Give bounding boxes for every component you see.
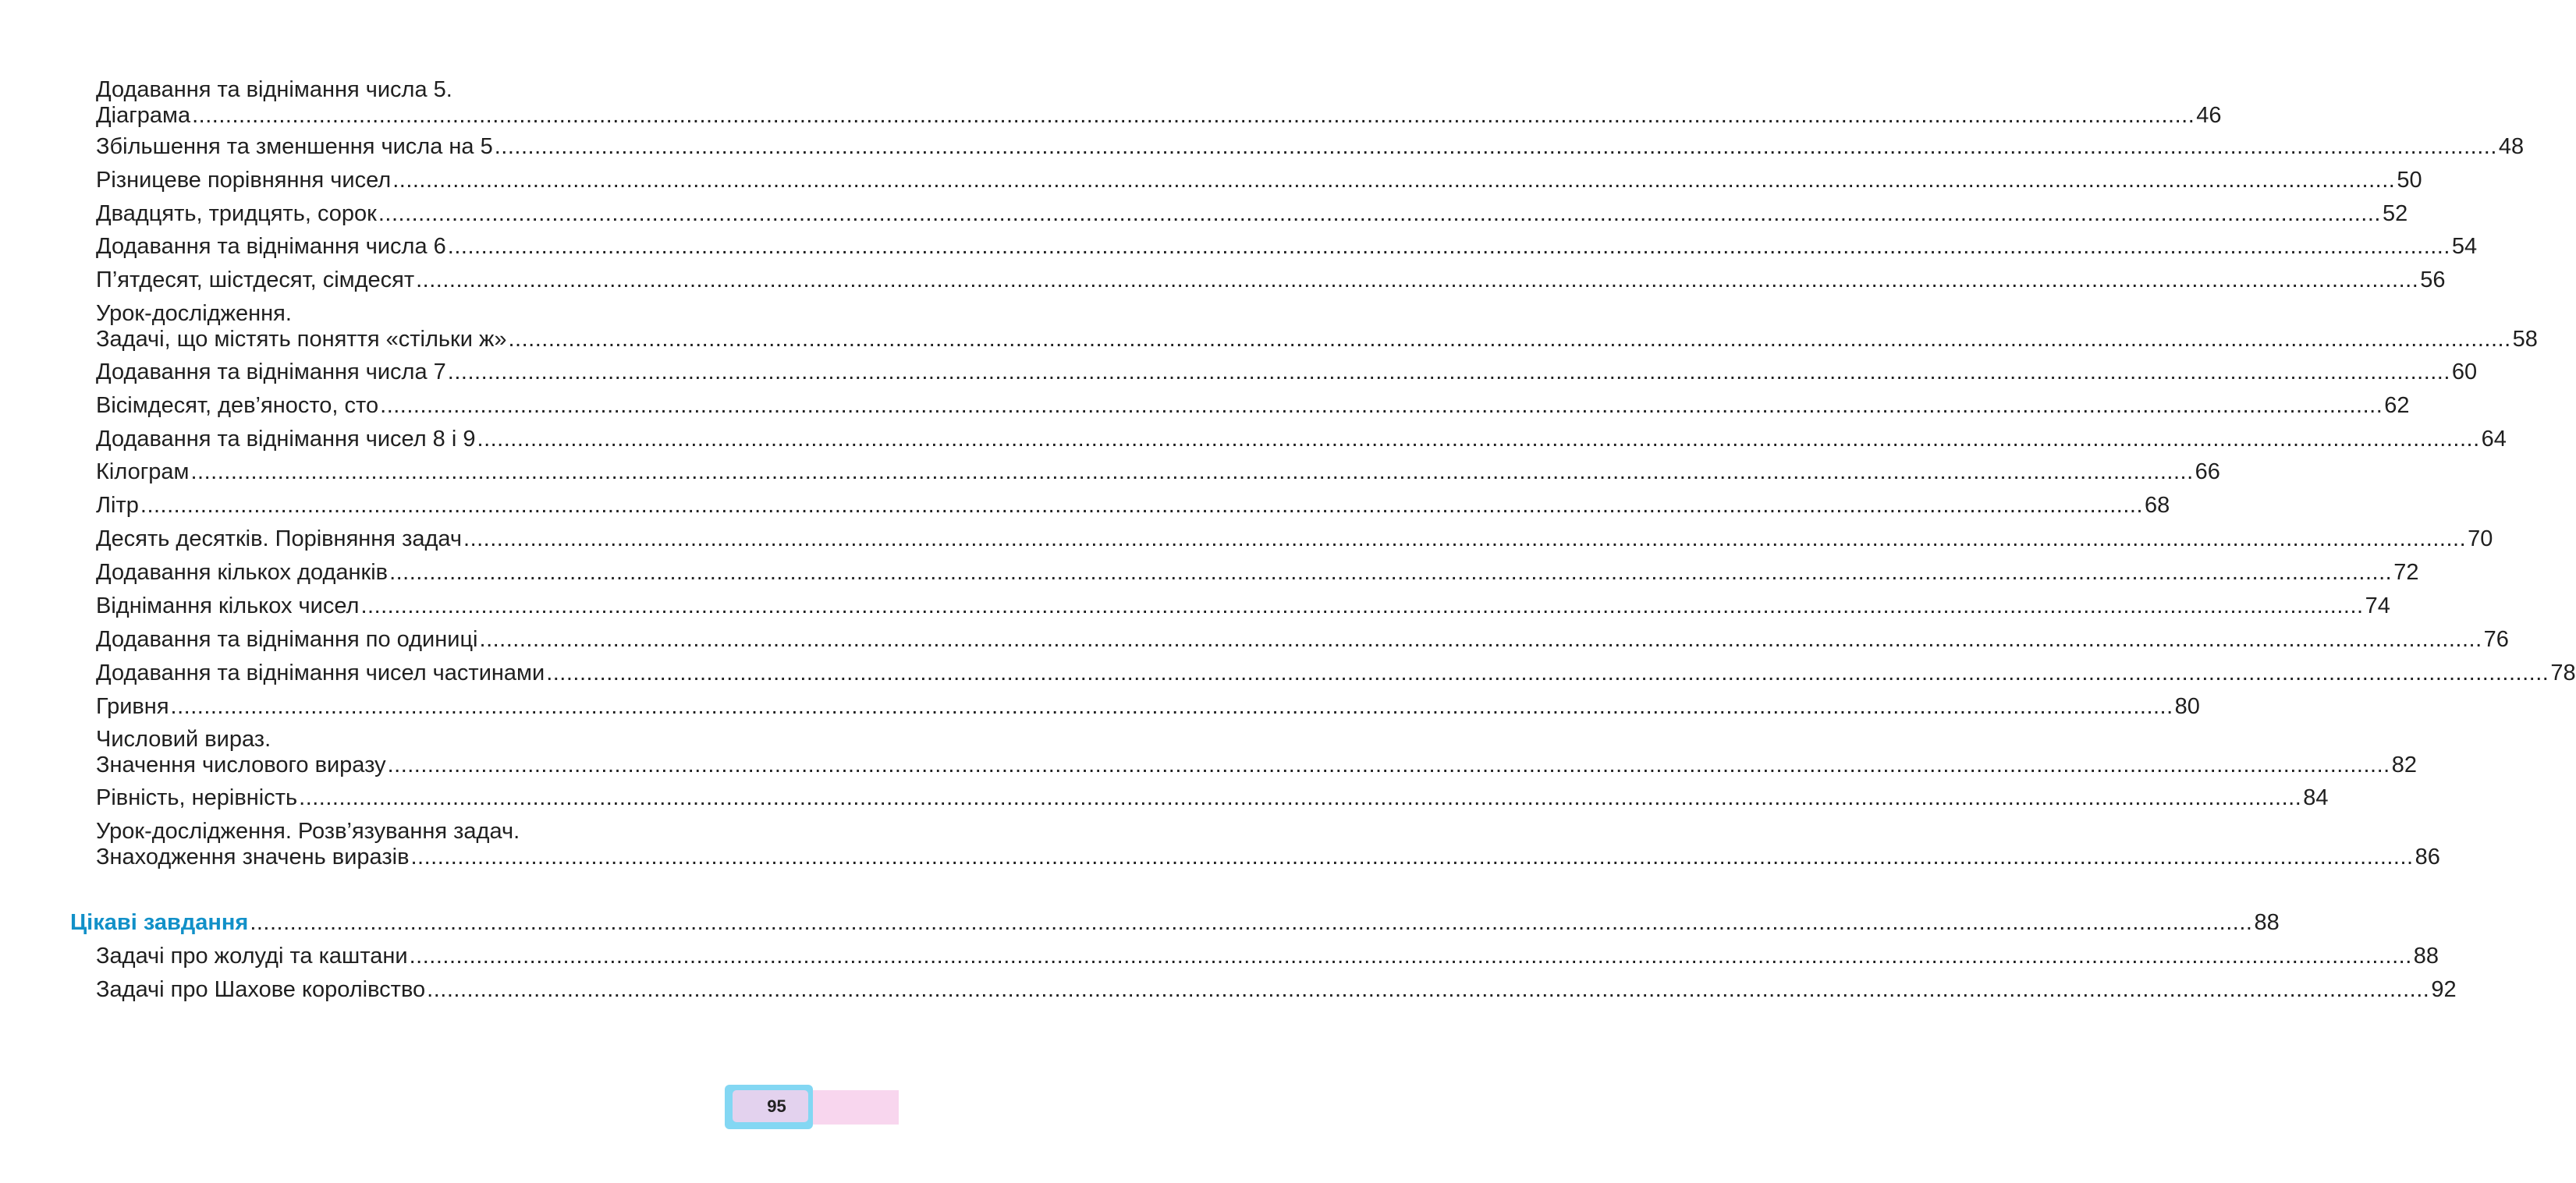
toc-entry-page: 54 bbox=[2451, 234, 2478, 259]
toc-entry[interactable] bbox=[96, 267, 2446, 293]
toc-entry[interactable] bbox=[96, 134, 2525, 160]
dot-leader: ............................................................................................................................................................................................................................................................................................................ bbox=[192, 103, 2195, 128]
toc-entry-title: Значення числового виразу bbox=[96, 753, 386, 777]
dot-leader: ............................................................................................................................................................................................................................................................................................................ bbox=[387, 753, 2390, 777]
toc-entry-title: Різницеве порівняння чисел bbox=[96, 168, 392, 193]
toc-entry-page: 46 bbox=[2196, 103, 2222, 128]
toc-entry[interactable] bbox=[96, 944, 2439, 969]
toc-entry[interactable] bbox=[96, 694, 2200, 720]
toc-entry-pre-title: Урок-дослідження. bbox=[96, 301, 292, 326]
toc-section-heading[interactable] bbox=[70, 910, 2280, 936]
toc-entry[interactable] bbox=[96, 77, 2222, 129]
toc-entry-title: Задачі, що містять поняття «стільки ж» bbox=[96, 327, 507, 352]
toc-entry-title: Додавання та віднімання чисел 8 і 9 bbox=[96, 427, 476, 452]
toc-entry-title: Гривня bbox=[96, 694, 169, 719]
dot-leader: ............................................................................................................................................................................................................................................................................................................ bbox=[427, 977, 2430, 1002]
toc-entry-title: Додавання та віднімання числа 6 bbox=[96, 234, 446, 259]
toc-entry-title: Віднімання кількох чисел bbox=[96, 593, 360, 618]
toc-entry-title: Задачі про жолуді та каштани bbox=[96, 944, 408, 969]
dot-leader: ............................................................................................................................................................................................................................................................................................................ bbox=[170, 694, 2173, 719]
toc-entry[interactable] bbox=[96, 234, 2478, 260]
dot-leader: ............................................................................................................................................................................................................................................................................................................ bbox=[409, 944, 2412, 969]
toc-entry[interactable] bbox=[96, 661, 2576, 686]
toc-entry-title: П’ятдесят, шістдесят, сімдесят bbox=[96, 267, 415, 292]
toc-entry[interactable] bbox=[96, 560, 2419, 586]
toc-entry-title: Додавання та віднімання по одиниці bbox=[96, 627, 478, 652]
toc-entry[interactable] bbox=[96, 819, 2440, 870]
toc-entry-title: Знаходження значень виразів bbox=[96, 845, 410, 870]
toc-entry-page: 76 bbox=[2483, 627, 2509, 652]
toc-entry-page: 70 bbox=[2468, 526, 2493, 551]
toc-entry-title: Додавання та віднімання чисел частинами bbox=[96, 661, 545, 685]
toc-entry-page: 52 bbox=[2382, 201, 2408, 226]
toc-entry[interactable] bbox=[96, 526, 2493, 552]
toc-section-page: 88 bbox=[2254, 910, 2280, 935]
toc-entry-title: Вісімдесят, дев’яносто, сто bbox=[96, 393, 379, 418]
toc-entry-page: 88 bbox=[2413, 944, 2439, 969]
toc-entry[interactable] bbox=[96, 393, 2410, 419]
toc-entry-title: Задачі про Шахове королівство bbox=[96, 977, 426, 1002]
toc-entry-title: Додавання кількох доданків bbox=[96, 560, 389, 585]
dot-leader: ............................................................................................................................................................................................................................................................................................................ bbox=[447, 234, 2450, 259]
toc-entry-page: 56 bbox=[2420, 267, 2446, 292]
toc-entry-page: 74 bbox=[2365, 593, 2390, 618]
toc-entry-title: Двадцять, тридцять, сорок bbox=[96, 201, 377, 226]
dot-leader: ............................................................................................................................................................................................................................................................................................................ bbox=[416, 267, 2419, 292]
dot-leader: ............................................................................................................................................................................................................................................................................................................ bbox=[447, 360, 2450, 384]
toc-entry-page: 58 bbox=[2512, 327, 2538, 352]
dot-leader: ............................................................................................................................................................................................................................................................................................................ bbox=[140, 493, 2144, 518]
toc-entry-page: 48 bbox=[2498, 134, 2525, 159]
dot-leader: ............................................................................................................................................................................................................................................................................................................ bbox=[190, 459, 2194, 484]
toc-section-title: Цікаві завдання bbox=[70, 910, 249, 935]
dot-leader: ............................................................................................................................................................................................................................................................................................................ bbox=[410, 845, 2414, 870]
toc-entry-title: Літр bbox=[96, 493, 139, 518]
toc-entry-pre-title: Додавання та віднімання числа 5. bbox=[96, 77, 452, 102]
dot-leader: ............................................................................................................................................................................................................................................................................................................ bbox=[546, 661, 2549, 685]
toc-entry-page: 78 bbox=[2550, 661, 2576, 685]
dot-leader: ............................................................................................................................................................................................................................................................................................................ bbox=[378, 201, 2381, 226]
toc-entry-page: 62 bbox=[2384, 393, 2410, 418]
toc-entry[interactable] bbox=[96, 627, 2509, 653]
toc-entry-page: 50 bbox=[2397, 168, 2422, 193]
toc-entry[interactable] bbox=[96, 727, 2417, 778]
toc-entry[interactable] bbox=[96, 301, 2538, 352]
page-number: 95 bbox=[767, 1096, 786, 1116]
dot-leader: ............................................................................................................................................................................................................................................................................................................ bbox=[392, 168, 2396, 193]
toc-entry[interactable] bbox=[96, 201, 2408, 227]
toc-entry-page: 66 bbox=[2195, 459, 2220, 484]
dot-leader: ............................................................................................................................................................................................................................................................................................................ bbox=[360, 593, 2364, 618]
toc-entry[interactable] bbox=[96, 493, 2170, 519]
toc-entry-page: 60 bbox=[2451, 360, 2478, 384]
toc-entry-title: Рівність, нерівність bbox=[96, 785, 298, 810]
toc-entry-pre-title: Числовий вираз. bbox=[96, 727, 271, 752]
toc-entry[interactable] bbox=[96, 785, 2329, 811]
dot-leader: ............................................................................................................................................................................................................................................................................................................ bbox=[380, 393, 2383, 418]
toc-entry-page: 64 bbox=[2481, 427, 2507, 452]
toc-entry-title: Додавання та віднімання числа 7 bbox=[96, 360, 446, 384]
toc-entry[interactable] bbox=[96, 360, 2478, 385]
toc-entry-page: 84 bbox=[2303, 785, 2329, 810]
toc-entry-page: 80 bbox=[2174, 694, 2200, 719]
toc-entry-pre-title: Урок-дослідження. Розв’язування задач. bbox=[96, 819, 520, 844]
toc-entry-page: 82 bbox=[2391, 753, 2417, 777]
dot-leader: ............................................................................................................................................................................................................................................................................................................ bbox=[463, 526, 2467, 551]
dot-leader: ............................................................................................................................................................................................................................................................................................................ bbox=[250, 910, 2253, 935]
toc-entry[interactable] bbox=[96, 593, 2390, 619]
toc-entry[interactable] bbox=[96, 977, 2457, 1003]
dot-leader: ............................................................................................................................................................................................................................................................................................................ bbox=[508, 327, 2511, 352]
dot-leader: ............................................................................................................................................................................................................................................................................................................ bbox=[479, 627, 2482, 652]
toc-entry-page: 72 bbox=[2393, 560, 2419, 585]
toc-entry[interactable] bbox=[96, 168, 2422, 193]
toc-entry[interactable] bbox=[96, 459, 2220, 485]
toc-entry-title: Збільшення та зменшення числа на 5 bbox=[96, 134, 493, 159]
toc-entry-page: 68 bbox=[2145, 493, 2170, 518]
dot-leader: ............................................................................................................................................................................................................................................................................................................ bbox=[494, 134, 2497, 159]
dot-leader: ............................................................................................................................................................................................................................................................................................................ bbox=[299, 785, 2302, 810]
dot-leader: ............................................................................................................................................................................................................................................................................................................ bbox=[389, 560, 2393, 585]
toc-entry-title: Діаграма bbox=[96, 103, 191, 128]
toc-entry-page: 86 bbox=[2415, 845, 2440, 870]
dot-leader: ............................................................................................................................................................................................................................................................................................................ bbox=[477, 427, 2480, 452]
toc-entry-title: Кілограм bbox=[96, 459, 190, 484]
toc-entry[interactable] bbox=[96, 427, 2507, 452]
toc-entry-title: Десять десятків. Порівняння задач bbox=[96, 526, 463, 551]
toc-entry-page: 92 bbox=[2431, 977, 2457, 1002]
